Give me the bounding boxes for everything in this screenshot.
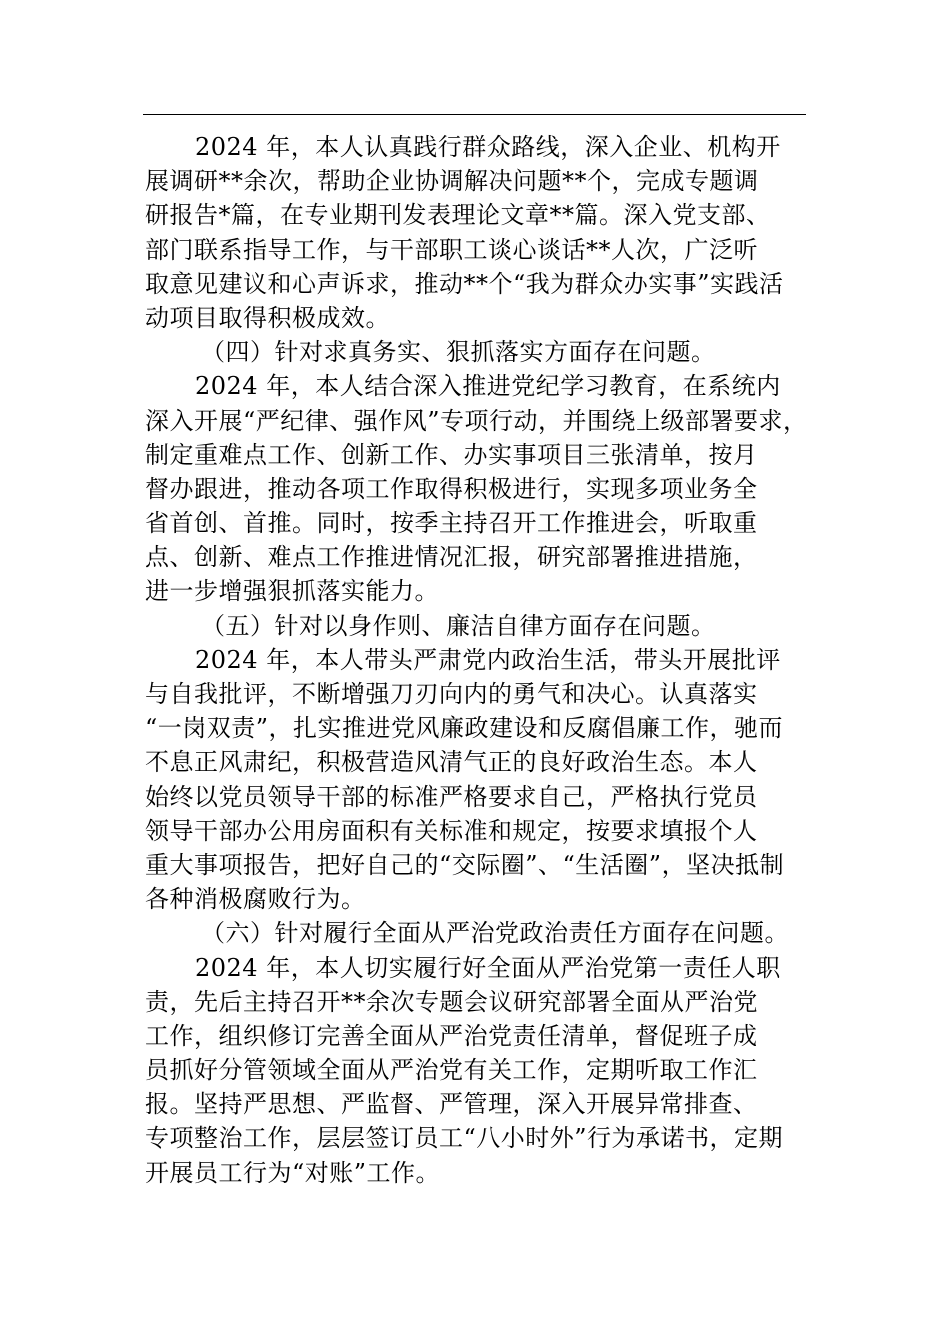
text-line: 深入开展“严纪律、强作风”专项行动，并围绕上级部署要求， bbox=[145, 406, 808, 435]
text-line: 部门联系指导工作，与干部职工谈心谈话**人次，广泛听 bbox=[145, 235, 758, 264]
text-line: 重大事项报告，把好自己的“交际圈”、“生活圈”，坚决抵制 bbox=[145, 850, 785, 879]
text-line: 动项目取得积极成效。 bbox=[145, 303, 390, 332]
text-line: 专项整治工作，层层签订员工“八小时外”行为承诺书，定期 bbox=[145, 1124, 784, 1153]
text-line: 进一步增强狠抓落实能力。 bbox=[145, 577, 439, 606]
text-line: 点、创新、难点工作推进情况汇报，研究部署推进措施， bbox=[145, 543, 758, 572]
text-line: 不息正风肃纪，积极营造风清气正的良好政治生态。本人 bbox=[145, 748, 758, 777]
text-line: 开展员工行为“对账”工作。 bbox=[145, 1158, 441, 1187]
text-line: 2024 年，本人切实履行好全面从严治党第一责任人职 bbox=[195, 953, 781, 982]
text-line: 员抓好分管领域全面从严治党有关工作，定期听取工作汇 bbox=[145, 1056, 758, 1085]
text-line: “一岗双责”，扎实推进党风廉政建设和反腐倡廉工作，驰而 bbox=[145, 714, 784, 743]
text-line: 工作，组织修订完善全面从严治党责任清单，督促班子成 bbox=[145, 1021, 758, 1050]
text-line: 展调研**余次，帮助企业协调解决问题**个，完成专题调 bbox=[145, 167, 759, 196]
text-line: 报。坚持严思想、严监督、严管理，深入开展异常排查、 bbox=[145, 1090, 758, 1119]
section-heading-4: （四）针对求真务实、狠抓落实方面存在问题。 bbox=[201, 338, 716, 367]
header-rule bbox=[143, 114, 806, 115]
text-line: 责，先后主持召开**余次专题会议研究部署全面从严治党 bbox=[145, 987, 758, 1016]
section-heading-5: （五）针对以身作则、廉洁自律方面存在问题。 bbox=[201, 611, 716, 640]
text-line: 制定重难点工作、创新工作、办实事项目三张清单，按月 bbox=[145, 440, 758, 469]
text-line: 各种消极腐败行为。 bbox=[145, 885, 366, 914]
text-line: 与自我批评，不断增强刀刃向内的勇气和决心。认真落实 bbox=[145, 680, 758, 708]
text-line: 2024 年，本人带头严肃党内政治生活，带头开展批评 bbox=[195, 645, 781, 674]
text-line: 省首创、首推。同时，按季主持召开工作推进会，听取重 bbox=[145, 509, 758, 538]
text-line: 始终以党员领导干部的标准严格要求自己，严格执行党员 bbox=[145, 782, 758, 811]
text-line: 研报告*篇，在专业期刊发表理论文章**篇。深入党支部、 bbox=[145, 201, 771, 230]
section-heading-6: （六）针对履行全面从严治党政治责任方面存在问题。 bbox=[201, 919, 789, 948]
document-body bbox=[145, 130, 835, 1190]
text-line: 督办跟进，推动各项工作取得积极进行，实现多项业务全 bbox=[145, 474, 758, 503]
text-line: 取意见建议和心声诉求，推动**个“我为群众办实事”实践活 bbox=[145, 269, 784, 298]
text-line: 2024 年，本人认真践行群众路线，深入企业、机构开 bbox=[195, 133, 781, 161]
text-line: 2024 年，本人结合深入推进党纪学习教育，在系统内 bbox=[195, 372, 781, 401]
text-line: 领导干部办公用房面积有关标准和规定，按要求填报个人 bbox=[145, 816, 758, 845]
